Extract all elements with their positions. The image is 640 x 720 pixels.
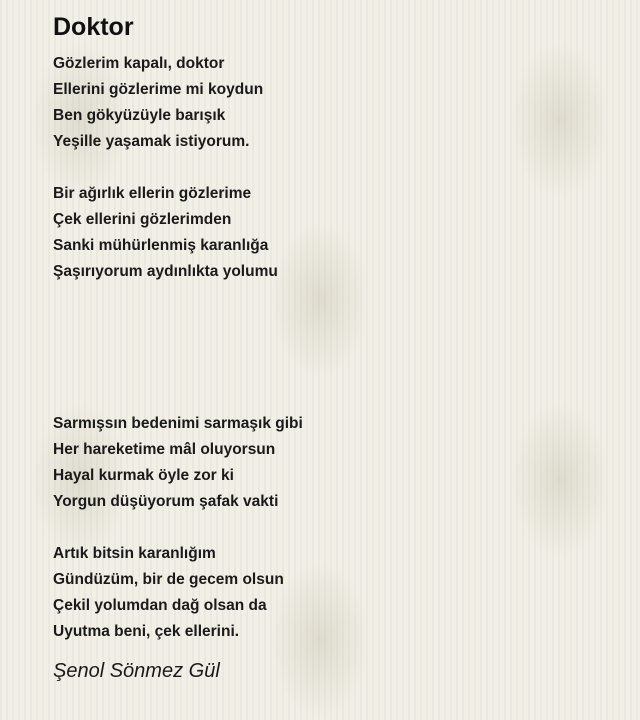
poem-line: Gündüzüm, bir de gecem olsun [53,571,284,588]
poem-line: Her hareketime mâl oluyorsun [53,441,276,458]
poem-line: Çek ellerini gözlerimden [53,211,232,228]
poem-line: Hayal kurmak öyle zor ki [53,467,234,484]
poem-line: Sarmışsın bedenimi sarmaşık gibi [53,415,303,432]
poem-line: Ben gökyüzüyle barışık [53,107,226,124]
poem-line: Bir ağırlık ellerin gözlerime [53,185,252,202]
poem-line: Ellerini gözlerime mi koydun [53,81,264,98]
poem-line: Gözlerim kapalı, doktor [53,55,225,72]
poem-line: Artık bitsin karanlığım [53,545,216,562]
poem-line: Uyutma beni, çek ellerini. [53,623,240,640]
poem-line: Çekil yolumdan dağ olsan da [53,597,267,614]
poem-title: Doktor [53,13,134,41]
poem-line: Sanki mühürlenmiş karanlığa [53,237,269,254]
poem-author: Şenol Sönmez Gül [53,660,220,682]
poem-line: Yeşille yaşamak istiyorum. [53,133,250,150]
poem-line: Yorgun düşüyorum şafak vakti [53,493,279,510]
poem-line: Şaşırıyorum aydınlıkta yolumu [53,263,278,280]
